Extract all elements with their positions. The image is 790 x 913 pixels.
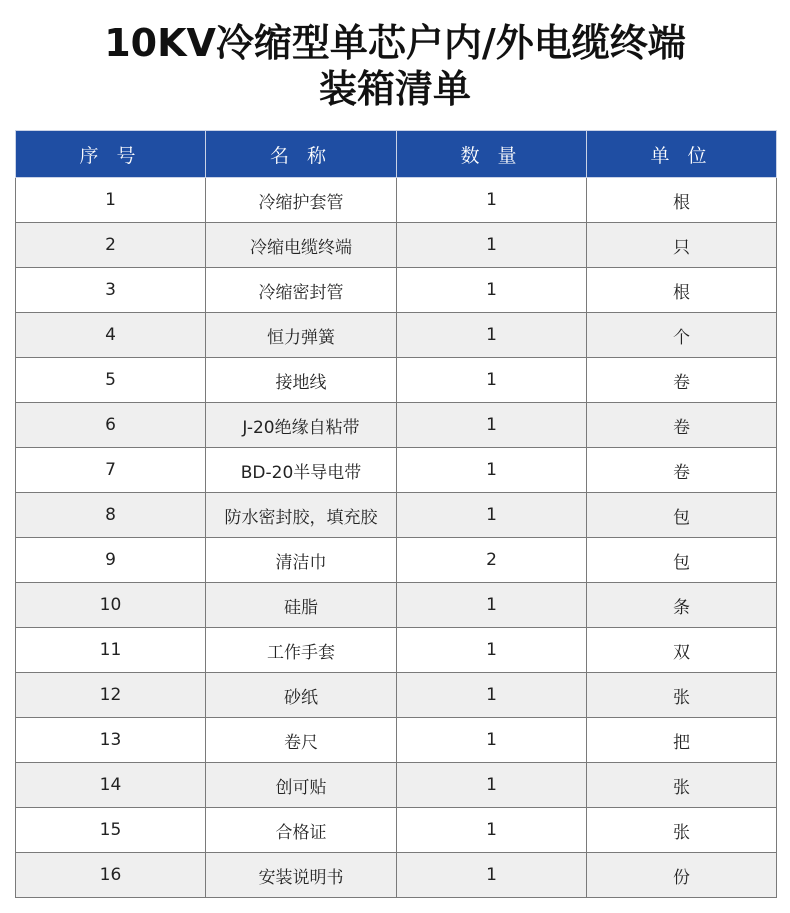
cell-quantity: 1	[397, 583, 587, 628]
cell-name: 冷缩密封管	[206, 268, 397, 313]
cell-index: 13	[16, 718, 206, 763]
cell-quantity: 2	[397, 538, 587, 583]
cell-unit: 份	[587, 853, 777, 898]
table-row	[16, 448, 777, 493]
table-row	[16, 223, 777, 268]
table-row	[16, 268, 777, 313]
cell-unit: 卷	[587, 358, 777, 403]
cell-index: 11	[16, 628, 206, 673]
table-row	[16, 403, 777, 448]
cell-quantity: 1	[397, 358, 587, 403]
cell-name: 防水密封胶，填充胶	[206, 493, 397, 538]
cell-unit: 根	[587, 178, 777, 223]
table-row	[16, 853, 777, 898]
cell-unit: 只	[587, 223, 777, 268]
cell-name: 冷缩电缆终端	[206, 223, 397, 268]
cell-name: 工作手套	[206, 628, 397, 673]
cell-quantity: 1	[397, 808, 587, 853]
cell-index: 9	[16, 538, 206, 583]
cell-index: 12	[16, 673, 206, 718]
cell-name: 安装说明书	[206, 853, 397, 898]
cell-quantity: 1	[397, 718, 587, 763]
cell-name: BD-20半导电带	[206, 448, 397, 493]
header-quantity: 数 量	[397, 131, 587, 178]
table-body	[16, 178, 777, 898]
table-row	[16, 808, 777, 853]
cell-index: 6	[16, 403, 206, 448]
cell-name: 砂纸	[206, 673, 397, 718]
cell-quantity: 1	[397, 763, 587, 808]
table-row	[16, 763, 777, 808]
cell-name: 创可贴	[206, 763, 397, 808]
cell-index: 15	[16, 808, 206, 853]
table-row	[16, 493, 777, 538]
cell-name: 合格证	[206, 808, 397, 853]
cell-index: 4	[16, 313, 206, 358]
cell-unit: 根	[587, 268, 777, 313]
table-row	[16, 358, 777, 403]
cell-unit: 张	[587, 673, 777, 718]
cell-name: 卷尺	[206, 718, 397, 763]
header-name: 名 称	[206, 131, 397, 178]
table-row	[16, 538, 777, 583]
cell-index: 10	[16, 583, 206, 628]
page-title: 10KV冷缩型单芯户内/外电缆终端	[104, 21, 686, 65]
cell-name: J-20绝缘自粘带	[206, 403, 397, 448]
cell-unit: 把	[587, 718, 777, 763]
cell-name: 硅脂	[206, 583, 397, 628]
packing-list-table	[15, 130, 777, 898]
cell-index: 1	[16, 178, 206, 223]
table-row	[16, 628, 777, 673]
table-header-row	[16, 131, 777, 178]
cell-unit: 包	[587, 538, 777, 583]
cell-quantity: 1	[397, 853, 587, 898]
cell-quantity: 1	[397, 268, 587, 313]
cell-index: 7	[16, 448, 206, 493]
cell-quantity: 1	[397, 313, 587, 358]
cell-quantity: 1	[397, 178, 587, 223]
cell-quantity: 1	[397, 493, 587, 538]
cell-unit: 双	[587, 628, 777, 673]
cell-name: 冷缩护套管	[206, 178, 397, 223]
cell-index: 8	[16, 493, 206, 538]
cell-unit: 张	[587, 808, 777, 853]
cell-unit: 卷	[587, 403, 777, 448]
cell-index: 2	[16, 223, 206, 268]
cell-unit: 条	[587, 583, 777, 628]
cell-quantity: 1	[397, 448, 587, 493]
header-index: 序 号	[16, 131, 206, 178]
cell-index: 16	[16, 853, 206, 898]
table-row	[16, 178, 777, 223]
cell-unit: 包	[587, 493, 777, 538]
header-unit: 单 位	[587, 131, 777, 178]
cell-unit: 张	[587, 763, 777, 808]
table-row	[16, 673, 777, 718]
cell-quantity: 1	[397, 673, 587, 718]
cell-index: 5	[16, 358, 206, 403]
cell-name: 清洁巾	[206, 538, 397, 583]
cell-unit: 个	[587, 313, 777, 358]
cell-index: 14	[16, 763, 206, 808]
cell-unit: 卷	[587, 448, 777, 493]
cell-name: 接地线	[206, 358, 397, 403]
table-row	[16, 583, 777, 628]
cell-quantity: 1	[397, 628, 587, 673]
table-row	[16, 718, 777, 763]
page-subtitle: 装箱清单	[318, 67, 471, 111]
cell-quantity: 1	[397, 223, 587, 268]
cell-index: 3	[16, 268, 206, 313]
table-row	[16, 313, 777, 358]
cell-quantity: 1	[397, 403, 587, 448]
cell-name: 恒力弹簧	[206, 313, 397, 358]
